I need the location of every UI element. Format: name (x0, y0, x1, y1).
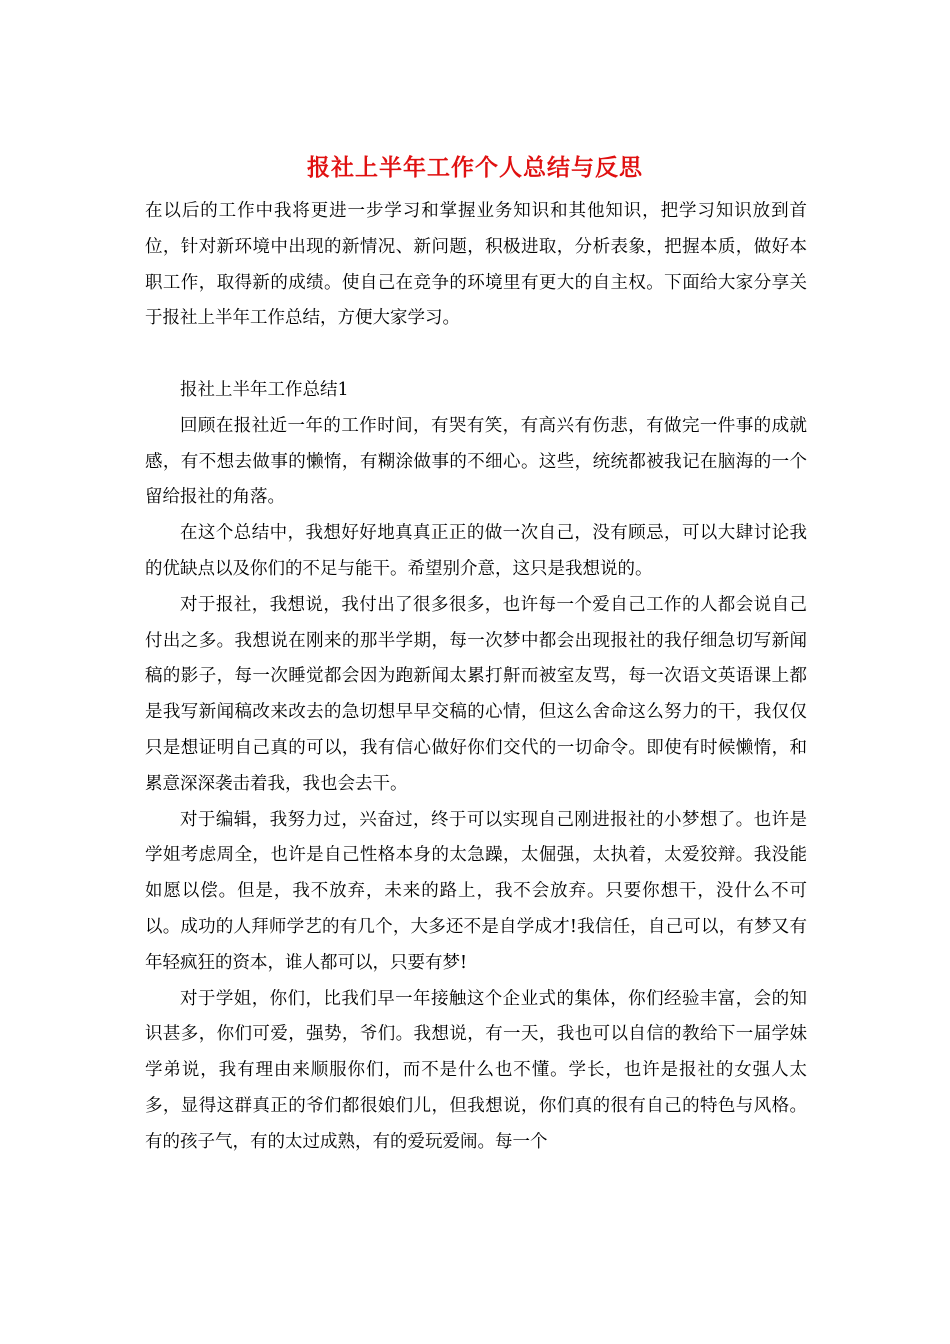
document-body (145, 194, 807, 1161)
body-paragraph: 在这个总结中，我想好好地真真正正的做一次自己，没有顾忌，可以大肆讨论我的优缺点以及你们的不足与能干。希望别介意，这只是我想说的。 (145, 523, 807, 579)
section-heading: 报社上半年工作总结1 (180, 379, 349, 400)
intro-paragraph: 在以后的工作中我将更进一步学习和掌握业务知识和其他知识，把学习知识放到首位，针对新环境中出现的新情况、新问题，积极进取，分析表象，把握本质，做好本职工作，取得新的成绩。使自己在竞争的环境里有更大的自主权。下面给大家分享关于报社上半年工作总结，方便大家学习。 (145, 201, 807, 329)
body-paragraph: 对于学姐，你们，比我们早一年接触这个企业式的集体，你们经验丰富，会的知识甚多，你们可爱，强势，爷们。我想说，有一天，我也可以自信的教给下一届学妹学弟说，我有理由来顺服你们，而不是什么也不懂。学长，也许是报社的女强人太多，显得这群真正的爷们都很娘们儿，但我想说，你们真的很有自己的特色与风格。有的孩子气，有的太过成熟，有的爱玩爱闹。每一个 (145, 988, 807, 1152)
body-paragraph: 对于编辑，我努力过，兴奋过，终于可以实现自己刚进报社的小梦想了。也许是学姐考虑周全，也许是自己性格本身的太急躁，太倔强，太执着，太爱狡辩。我没能如愿以偿。但是，我不放弃，未来的路上，我不会放弃。只要你想干，没什么不可以。成功的人拜师学艺的有几个，大多还不是自学成才!我信任，自己可以，有梦又有年轻疯狂的资本，谁人都可以，只要有梦! (145, 809, 807, 973)
body-paragraph: 对于报社，我想说，我付出了很多很多，也许每一个爱自己工作的人都会说自己付出之多。我想说在刚来的那半学期，每一次梦中都会出现报社的我仔细急切写新闻稿的影子，每一次睡觉都会因为跑新闻太累打鼾而被室友骂，每一次语文英语课上都是我写新闻稿改来改去的急切想早早交稿的心情，但这么舍命这么努力的干，我仅仅只是想证明自己真的可以，我有信心做好你们交代的一切命令。即使有时候懒惰，和累意深深袭击着我，我也会去干。 (145, 594, 807, 794)
body-paragraph: 回顾在报社近一年的工作时间，有哭有笑，有高兴有伤悲，有做完一件事的成就感，有不想去做事的懒惰，有糊涂做事的不细心。这些，统统都被我记在脑海的一个留给报社的角落。 (145, 415, 807, 508)
document-title: 报社上半年工作个人总结与反思 (307, 154, 643, 181)
